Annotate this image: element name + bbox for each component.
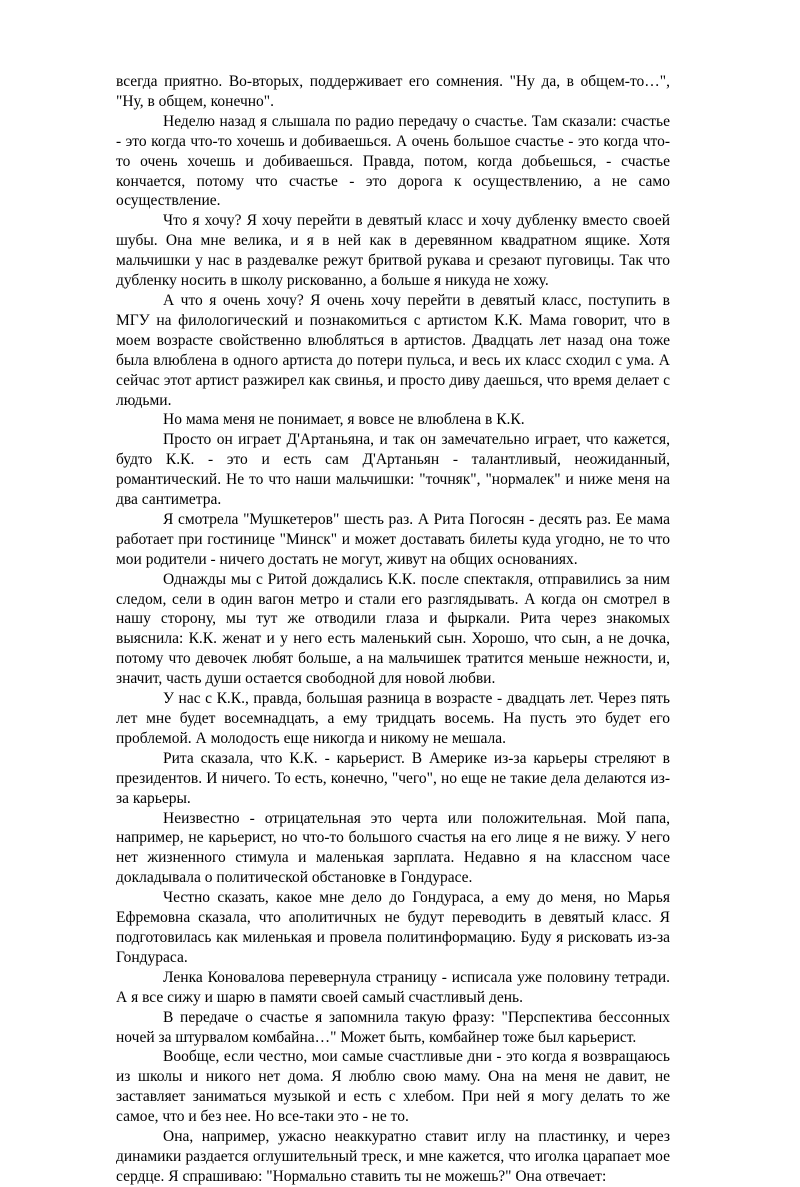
paragraph-record-needle: Она, например, ужасно неаккуратно ставит иглу на пластинку, и через динамики раздается оглушительный треск, и мне кажется, что иголка царапает мое сердце. Я спрашиваю: "Нормально ставить ты не можешь?" Она отвечает: bbox=[116, 1128, 670, 1185]
paragraph-careerist: Рита сказала, что К.К. - карьерист. В Америке из-за карьеры стреляют в президентов. И ничего. То есть, конечно, "чего", но еще не такие дела делаются из-за карьеры. bbox=[116, 749, 670, 807]
paragraph-musketeers: Я смотрела "Мушкетеров" шесть раз. А Рита Погосян - десять раз. Ее мама работает при гостинице "Минск" и может доставать билеты куда угодно, не то что мои родители - ничего достать не могут, живут на общих основаниях. bbox=[116, 510, 670, 568]
paragraph-not-in-love: Но мама меня не понимает, я вовсе не влюблена в К.К. bbox=[163, 411, 525, 429]
paragraph-dartagnan: Просто он играет Д'Артаньяна, и так он замечательно играет, что кажется, будто К.К. - это и есть сам Д'Артаньян - талантливый, неожиданный, романтический. Не то что наши мальчишки: "точняк", "нормалек" и ниже меня на два сантиметра. bbox=[116, 431, 670, 509]
paragraph-honduras: Честно сказать, какое мне дело до Гондураса, а ему до меня, но Марья Ефремовна сказала, что аполитичных не будут переводить в девятый класс. Я подготовилась как миленькая и провела политинформацию. Буду я рисковать из-за Гондураса. bbox=[116, 889, 670, 966]
document-page bbox=[116, 72, 670, 1187]
paragraph-lenka: Ленка Коновалова перевернула страницу - исписала уже половину тетради. А я все сижу и шарю в памяти своей самый счастливый день. bbox=[116, 968, 670, 1006]
paragraph-radio-happiness: Неделю назад я слышала по радио передачу о счастье. Там сказали: счастье - это когда что-то хочешь и добиваешься. А очень большое счастье - это когда что-то очень хочешь и добиваешься. Правда, потом, когда добьешься, - счастье кончается, потому что счастье - это дорога к осуществлению, а не само осуществление. bbox=[116, 112, 670, 210]
paragraph-happy-days: Вообще, если честно, мои самые счастливые дни - это когда я возвращаюсь из школы и никого нет дома. Я люблю свою маму. Она на меня не давит, не заставляет заниматься музыкой и есть с хлебом. При ней я могу делать то же самое, что и без нее. Но все-таки это - не то. bbox=[116, 1048, 670, 1126]
paragraph-papa: Неизвестно - отрицательная это черта или положительная. Мой папа, например, не карьерист, но что-то большого счастья на его лице я не вижу. У него нет жизненного стимула и маленькая зарплата. Недавно я на классном часе докладывала о политической обстановке в Гондурасе. bbox=[116, 809, 670, 887]
paragraph-what-i-really-want: А что я очень хочу? Я очень хочу перейти в девятый класс, поступить в МГУ на филологический и познакомиться с артистом К.К. Мама говорит, что в моем возрасте свойственно влюбляться в артистов. Двадцать лет назад она тоже была влюблена в одного артиста до потери пульса, и весь их класс сходил с ума. А сейчас этот артист разжирел как свинья, и просто диву даешься, что время делает с людьми. bbox=[116, 291, 670, 409]
paragraph-what-i-want: Что я хочу? Я хочу перейти в девятый класс и хочу дубленку вместо своей шубы. Она мне велика, и я в ней как в деревянном квадратном ящике. Хотя мальчишки у нас в раздевалке режут бритвой рукава и срезают пуговицы. Так что дубленку носить в школу рискованно, а больше я никуда не хожу. bbox=[116, 212, 670, 290]
paragraph-continued: всегда приятно. Во-вторых, поддерживает его сомнения. "Ну да, в общем-то…", "Ну, в общем, конечно". bbox=[116, 73, 670, 110]
paragraph-combine: В передаче о счастье я запомнила такую фразу: "Перспектива бессонных ночей за штурвалом комбайна…" Может быть, комбайнер тоже был карьерист. bbox=[116, 1008, 670, 1046]
paragraph-age-difference: У нас с К.К., правда, большая разница в возрасте - двадцать лет. Через пять лет мне будет восемнадцать, а ему тридцать восемь. На пусть это будет его проблемой. А молодость еще никогда и никому не мешала. bbox=[116, 690, 670, 747]
paragraph-metro: Однажды мы с Ритой дождались К.К. после спектакля, отправились за ним следом, сели в один вагон метро и стали его разглядывать. А когда он смотрел в нашу сторону, мы тут же отводили глаза и фыркали. Рита через знакомых выяснила: К.К. женат и у него есть маленький сын. Хорошо, что сын, а не дочка, потому что девочек любят больше, а на мальчишек тратится меньше нежности, и, значит, часть души остается свободной для новой любви. bbox=[116, 570, 670, 688]
